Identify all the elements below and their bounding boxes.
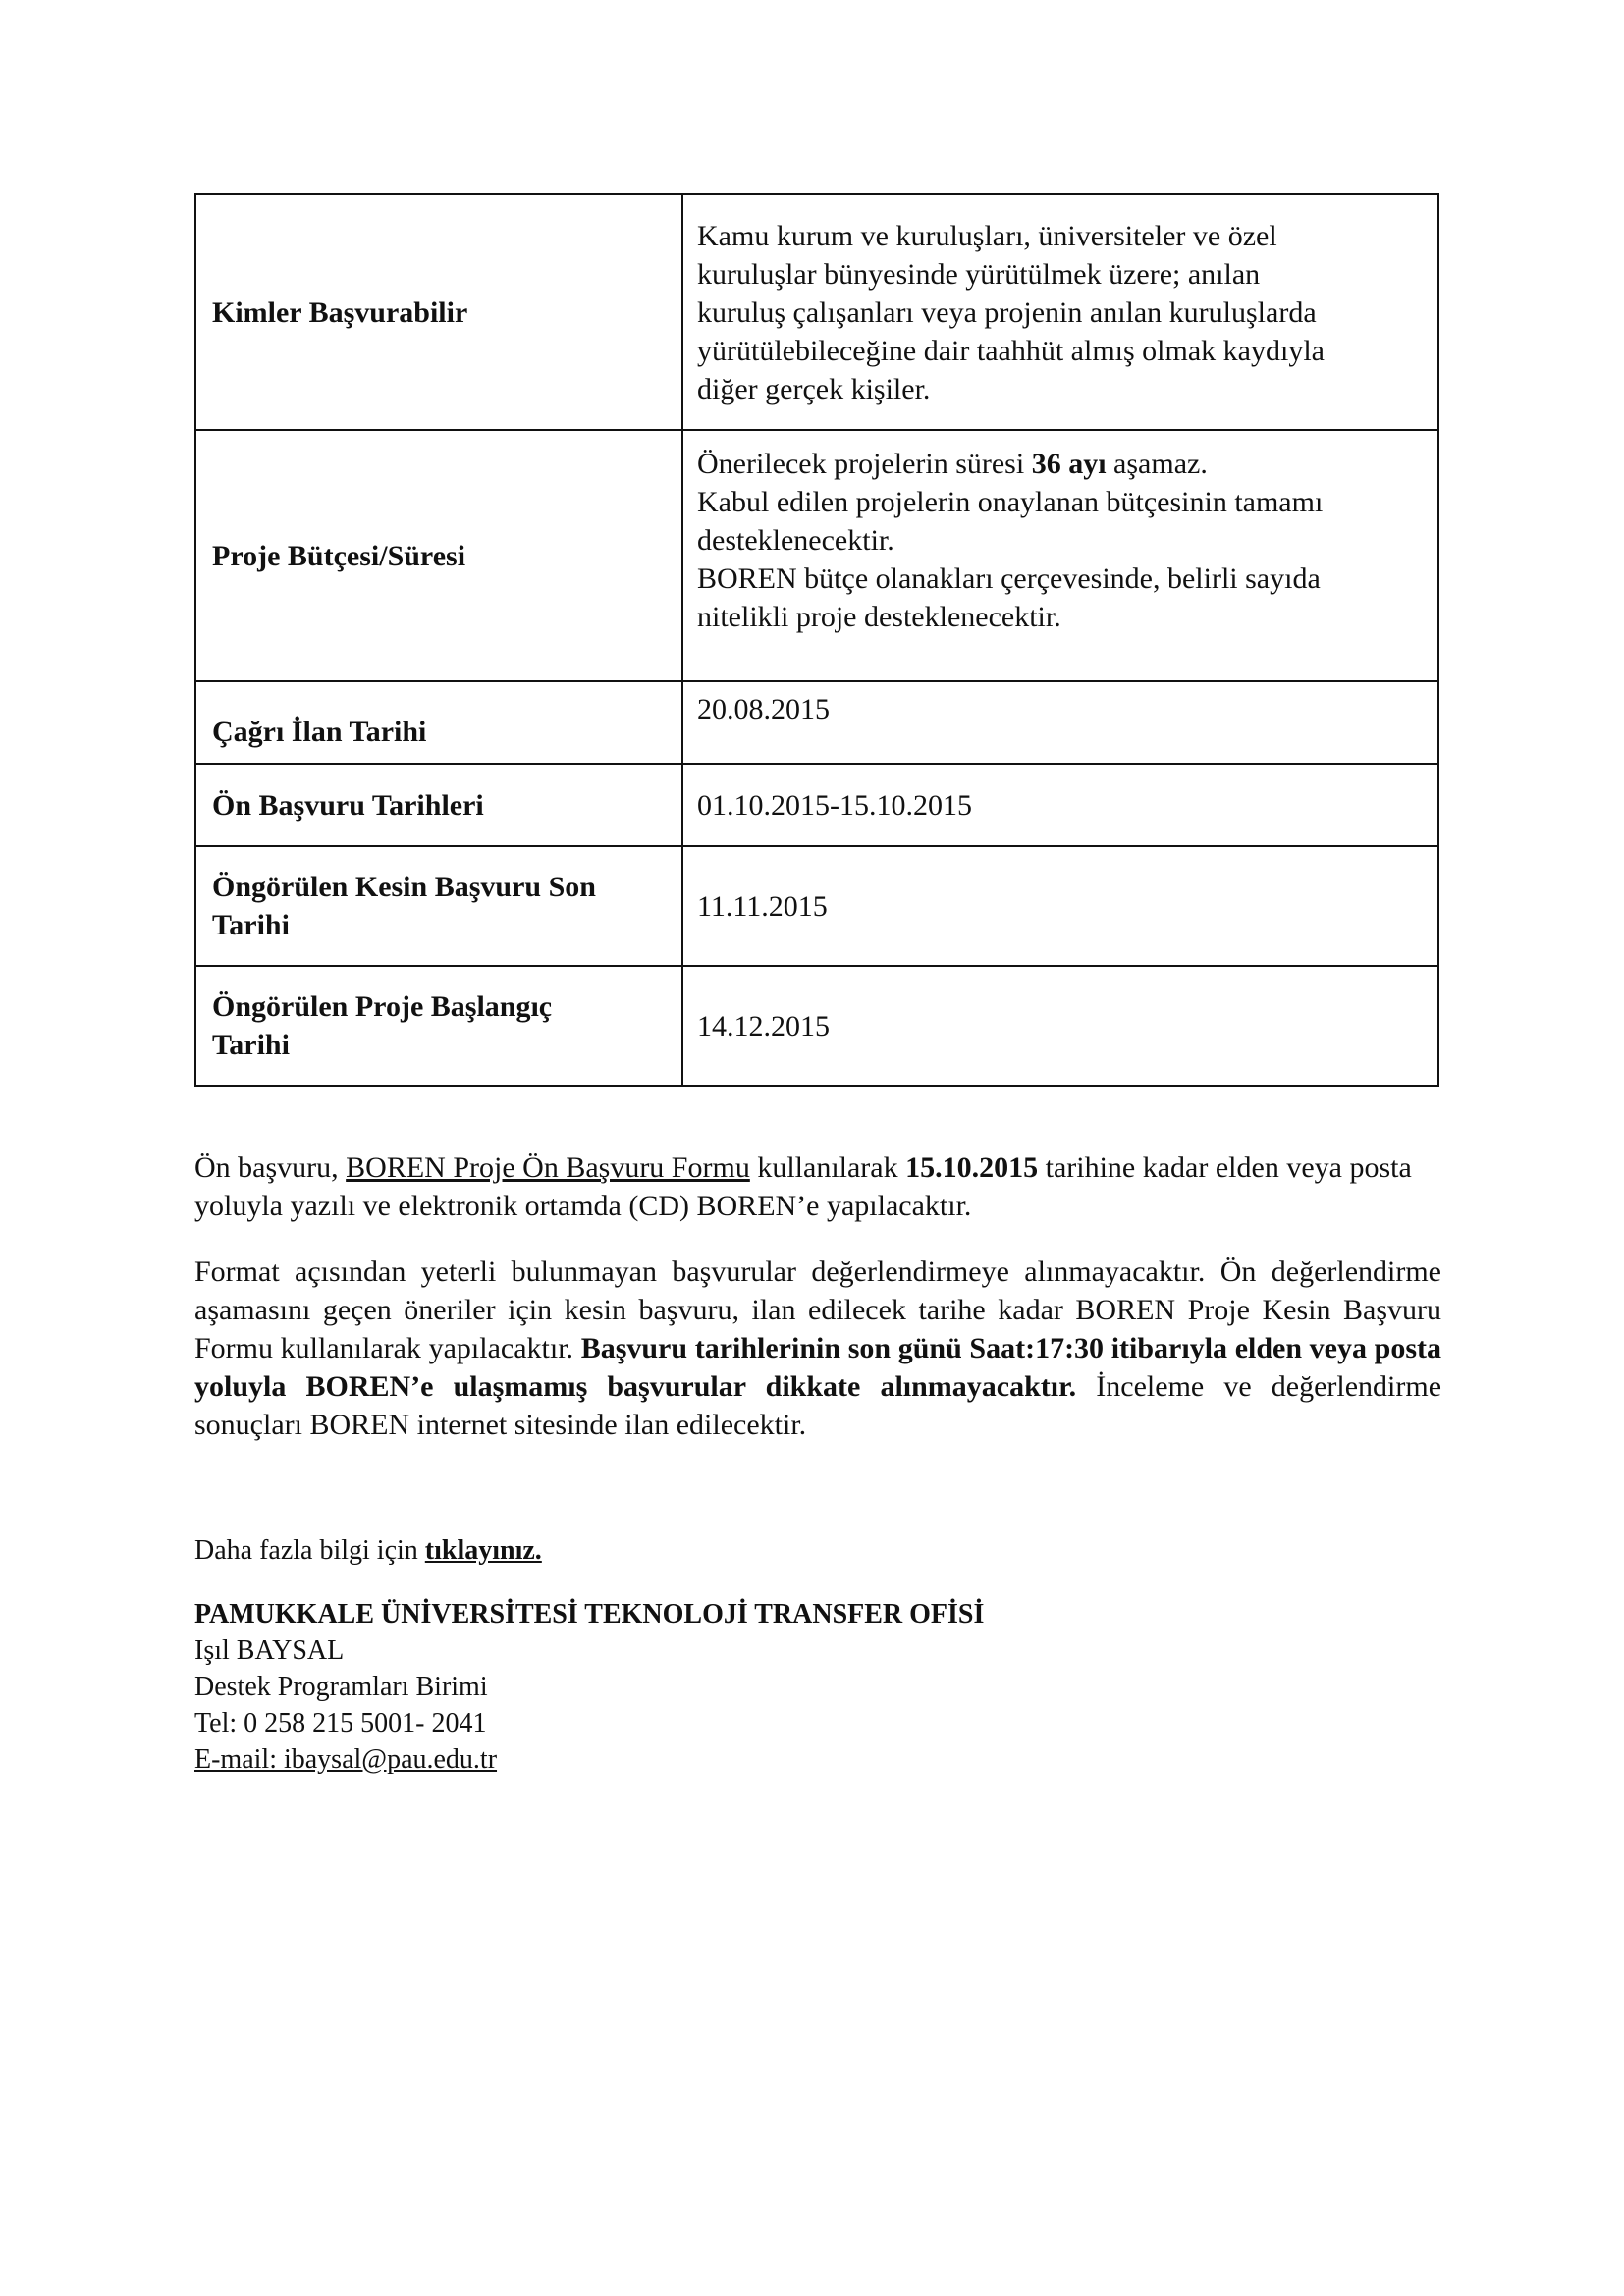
table-row: [195, 846, 1438, 966]
contact-phone: Tel: 0 258 215 5001- 2041: [194, 1708, 487, 1738]
pre-application-paragraph: Ön başvuru, BOREN Proje Ön Başvuru Formu kullanılarak 15.10.2015 tarihine kadar elden veya posta yoluyla yazılı ve elektronik ortamda (CD) BOREN’e yapılacaktır.: [194, 1151, 1412, 1222]
table-row: [195, 764, 1438, 846]
row-label: Proje Bütçesi/Süresi: [195, 430, 682, 681]
row-value: 14.12.2015: [682, 966, 1438, 1086]
row-label: Kimler Başvurabilir: [195, 194, 682, 430]
row-value: 11.11.2015: [682, 846, 1438, 966]
row-label: Çağrı İlan Tarihi: [195, 681, 682, 764]
pre-application-form-link[interactable]: BOREN Proje Ön Başvuru Formu: [346, 1151, 750, 1184]
table-row: [195, 966, 1438, 1086]
row-label: Ön Başvuru Tarihleri: [195, 764, 682, 846]
row-value: 20.08.2015: [682, 681, 1438, 764]
office-name: PAMUKKALE ÜNİVERSİTESİ TEKNOLOJİ TRANSFER OFİSİ: [194, 1599, 985, 1629]
contact-unit: Destek Programları Birimi: [194, 1672, 488, 1702]
table-row: [195, 681, 1438, 764]
more-info-line: Daha fazla bilgi için tıklayınız.: [194, 1535, 542, 1566]
signature-block: [194, 1596, 984, 1778]
row-label: Öngörülen Kesin Başvuru Son Tarihi: [195, 846, 682, 966]
row-label: Öngörülen Proje Başlangıç Tarihi: [195, 966, 682, 1086]
row-value: Kamu kurum ve kuruluşları, üniversiteler ve özel kuruluşlar bünyesinde yürütülmek üzere; anılan kuruluş çalışanları veya projenin anılan kuruluşlarda yürütülebileceğine dair taahhüt almış olmak kaydıyla diğer gerçek kişiler.: [682, 194, 1438, 430]
row-value: 01.10.2015-15.10.2015: [682, 764, 1438, 846]
table-row: [195, 194, 1438, 430]
call-info-table: [194, 193, 1439, 1087]
row-value: Önerilecek projelerin süresi 36 ayı aşamaz. Kabul edilen projelerin onaylanan bütçesinin tamamı desteklenecektir. BOREN bütçe olanakları çerçevesinde, belirli sayıda nitelikli proje desteklenecektir.: [682, 430, 1438, 681]
contact-email-link[interactable]: E-mail: ibaysal@pau.edu.tr: [194, 1744, 498, 1775]
more-info-link[interactable]: tıklayınız.: [424, 1535, 542, 1566]
table-row: [195, 430, 1438, 681]
evaluation-paragraph: Format açısından yeterli bulunmayan başvurular değerlendirmeye alınmayacaktır. Ön değerlendirme aşamasını geçen öneriler için kesin başvuru, ilan edilecek tarihe kadar BOREN Proje Kesin Başvuru Formu kullanılarak yapılacaktır. Başvuru tarihlerinin son günü Saat:17:30 itibarıyla elden veya posta yoluyla BOREN’e ulaşmamış başvurular dikkate alınmayacaktır. İnceleme ve değerlendirme sonuçları BOREN internet sitesinde ilan edilecektir.: [194, 1255, 1442, 1441]
contact-name: Işıl BAYSAL: [194, 1635, 345, 1666]
